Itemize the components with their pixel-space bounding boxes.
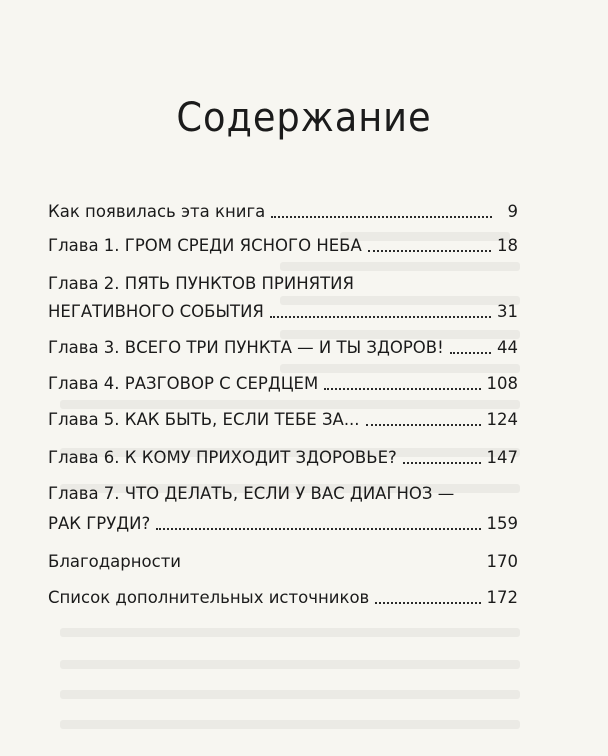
toc-entry <box>48 370 518 398</box>
toc-entry <box>48 444 518 472</box>
toc-leader-dots <box>270 315 491 318</box>
toc-page-number: 44 <box>497 338 518 357</box>
toc-entry <box>48 334 518 362</box>
toc-entry-title: Глава 6. К КОМУ ПРИХОДИТ ЗДОРОВЬЕ? <box>48 448 397 467</box>
toc-entry-title: Глава 1. ГРОМ СРЕДИ ЯСНОГО НЕБА <box>48 236 362 255</box>
show-through-line <box>60 628 520 637</box>
show-through-line <box>60 720 520 729</box>
toc-entry-title: Список дополнительных источников <box>48 588 370 607</box>
toc-entry <box>48 232 518 260</box>
toc-entry <box>48 548 518 576</box>
toc-page-number: 9 <box>507 202 518 221</box>
toc-page-number: 18 <box>497 236 518 255</box>
toc-entry-title-line1: Глава 7. ЧТО ДЕЛАТЬ, ЕСЛИ У ВАС ДИАГНОЗ — <box>48 484 455 503</box>
toc-leader-dots <box>375 601 480 604</box>
toc-entry <box>48 584 518 612</box>
toc-entry <box>48 198 518 226</box>
toc-entry-title: РАК ГРУДИ? <box>48 514 151 533</box>
toc-leader-dots <box>403 461 481 464</box>
toc-leader-dots <box>450 351 491 354</box>
toc-leader-dots <box>368 249 491 252</box>
toc-leader-dots <box>366 423 481 426</box>
toc-entry-title: Глава 5. КАК БЫТЬ, ЕСЛИ ТЕБЕ ЗА... <box>48 410 360 429</box>
toc-entry-title: Как появилась эта книга <box>48 202 266 221</box>
toc-entry-title-line1: Глава 2. ПЯТЬ ПУНКТОВ ПРИНЯТИЯ <box>48 274 354 293</box>
show-through-line <box>60 690 520 699</box>
toc-leader-dots <box>324 387 480 390</box>
toc-entry-title: Благодарности <box>48 552 182 571</box>
toc-leader-dots <box>187 565 480 568</box>
toc-page-number: 124 <box>486 410 518 429</box>
toc-entry <box>48 270 518 326</box>
page-title: Содержание <box>176 94 432 141</box>
table-of-contents <box>48 198 518 612</box>
toc-entry-title: Глава 4. РАЗГОВОР С СЕРДЦЕМ <box>48 374 319 393</box>
toc-page-number: 31 <box>497 302 518 321</box>
toc-entry <box>48 406 518 434</box>
toc-entry <box>48 480 518 538</box>
toc-page-number: 170 <box>486 552 518 571</box>
toc-entry-title: Глава 3. ВСЕГО ТРИ ПУНКТА — И ТЫ ЗДОРОВ! <box>48 338 444 357</box>
toc-page-number: 172 <box>486 588 518 607</box>
toc-page-number: 147 <box>486 448 518 467</box>
toc-leader-dots <box>156 527 480 530</box>
toc-page-number: 108 <box>486 374 518 393</box>
show-through-line <box>60 660 520 669</box>
toc-leader-dots <box>271 215 492 218</box>
toc-entry-title: НЕГАТИВНОГО СОБЫТИЯ <box>48 302 264 321</box>
toc-page-number: 159 <box>486 514 518 533</box>
